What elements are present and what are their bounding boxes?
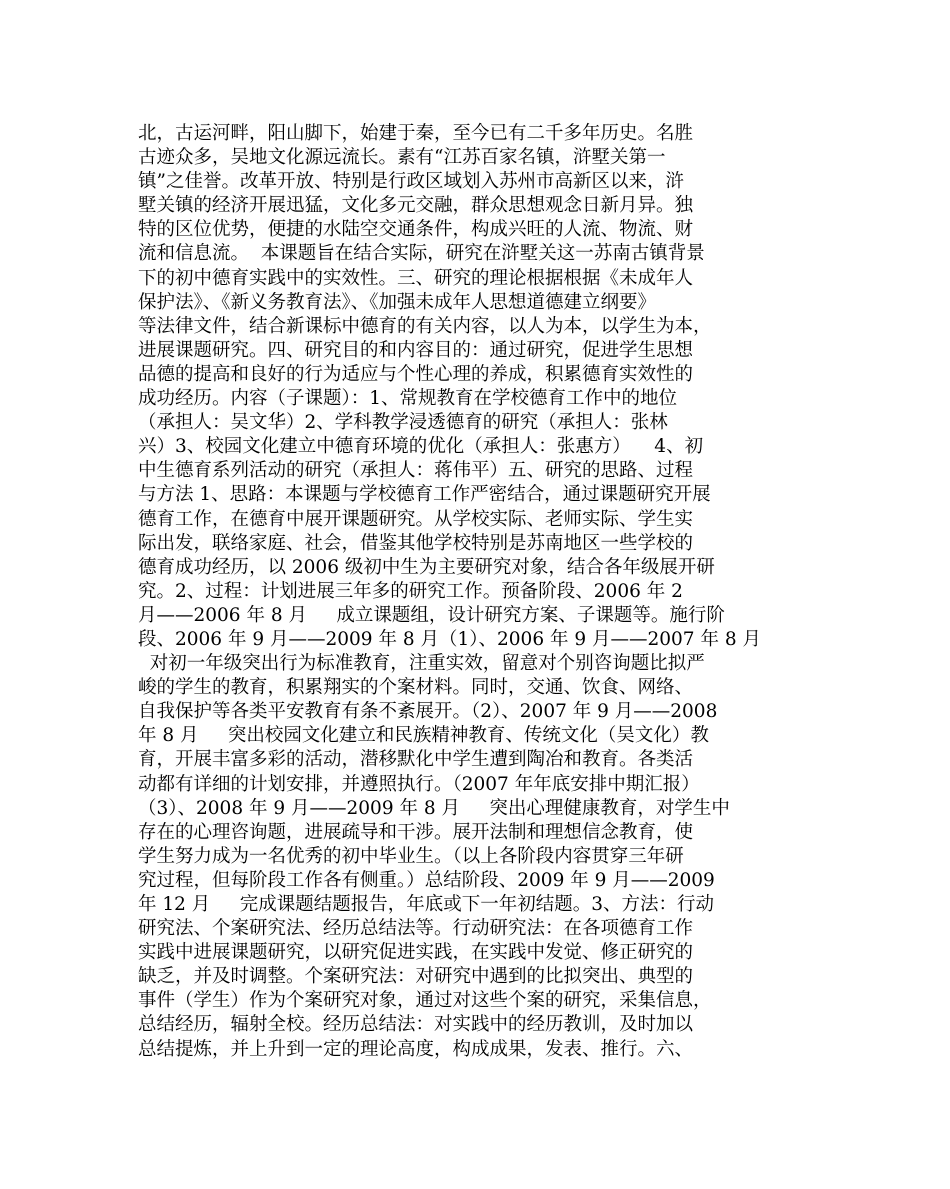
- text-line: 中生德育系列活动的研究（承担人：蒋伟平）五、研究的思路、过程: [138, 460, 694, 482]
- text-line: 与方法 1、思路：本课题与学校德育工作严密结合，通过课题研究开展: [138, 484, 711, 506]
- text-line: 墅关镇的经济开展迅猛，文化多元交融，群众思想观念日新月异。独: [138, 195, 694, 217]
- text-line: 年 12 月 完成课题结题报告，年底或下一年初结题。3、方法：行动: [138, 894, 714, 915]
- text-line: 学生努力成为一名优秀的初中毕业生。（以上各阶段内容贯穿三年研: [138, 845, 684, 867]
- text-line: 究过程，但每阶段工作各有侧重。）总结阶段、2009 年 9 月——2009: [138, 869, 715, 891]
- text-line: 对初一年级突出行为标准教育，注重实效，留意对个别咨询题比拟严: [138, 653, 705, 675]
- text-line: 研究法、个案研究法、经历总结法等。行动研究法：在各项德育工作: [138, 918, 694, 940]
- text-line: 育，开展丰富多彩的活动，潜移默化中学生遭到陶冶和教育。各类活: [138, 749, 694, 771]
- text-line: 兴）3、校园文化建立中德育环境的优化（承担人：张惠方） 4、初: [138, 436, 704, 458]
- text-line: 品德的提高和良好的行为适应与个性心理的养成，积累德育实效性的: [138, 363, 694, 385]
- text-line: 段、2006 年 9 月——2009 年 8 月（1）、2006 年 9 月——2007 年 8 月: [138, 628, 761, 650]
- text-line: 峻的学生的教育，积累翔实的个案材料。同时，交通、饮食、网络、: [138, 677, 694, 699]
- text-line: 北，古运河畔，阳山脚下，始建于秦，至今已有二千多年历史。名胜: [138, 123, 694, 144]
- text-line: 缺乏，并及时调整。个案研究法：对研究中遇到的比拟突出、典型的: [138, 966, 694, 988]
- text-line: 总结提炼，并上升到一定的理论高度，构成成果，发表、推行。六、: [138, 1038, 694, 1060]
- text-line: 下的初中德育实践中的实效性。三、研究的理论根据根据《未成年人: [138, 267, 694, 289]
- text-line: 月——2006 年 8 月 成立课题组，设计研究方案、子课题等。施行阶: [138, 604, 725, 626]
- text-line: 事件（学生）作为个案研究对象，通过对这些个案的研究，采集信息，: [138, 990, 712, 1012]
- text-line: 成功经历。内容（子课题）：1、常规教育在学校德育工作中的地位: [138, 388, 678, 410]
- text-line: 德育工作，在德育中展开课题研究。从学校实际、老师实际、学生实: [138, 508, 694, 530]
- body-text: [138, 122, 818, 1062]
- text-line: 流和信息流。 本课题旨在结合实际，研究在浒墅关这一苏南古镇背景: [138, 243, 705, 265]
- text-line: 特的区位优势，便捷的水陆空交通条件，构成兴旺的人流、物流、财: [138, 219, 694, 241]
- text-line: 保护法》、《新义务教育法》、《加强未成年人思想道德建立纲要》: [138, 291, 657, 313]
- text-line: 究。2、过程：计划进展三年多的研究工作。预备阶段、2006 年 2: [138, 580, 683, 602]
- text-line: 实践中进展课题研究，以研究促进实践，在实践中发觉、修正研究的: [138, 942, 694, 964]
- text-line: （承担人：吴文华）2、学科教学浸透德育的研究（承担人：张林: [138, 412, 668, 434]
- text-line: 德育成功经历，以 2006 级初中生为主要研究对象，结合各年级展开研: [138, 556, 715, 578]
- text-line: 总结经历，辐射全校。经历总结法：对实践中的经历教训，及时加以: [138, 1014, 694, 1036]
- text-line: 存在的心理咨询题，进展疏导和干涉。展开法制和理想信念教育，使: [138, 821, 694, 843]
- text-line: 进展课题研究。四、研究目的和内容目的：通过研究，促进学生思想: [138, 339, 694, 361]
- text-line: 镇”之佳誉。改革开放、特别是行政区域划入苏州市高新区以来，浒: [138, 171, 684, 193]
- text-line: 际出发，联络家庭、社会，借鉴其他学校特别是苏南地区一些学校的: [138, 532, 694, 554]
- text-line: 自我保护等各类平安教育有条不紊展开。（2）、2007 年 9 月——2008: [138, 701, 718, 723]
- text-line: 动都有详细的计划安排，并遵照执行。（2007 年年底安排中期汇报）: [138, 773, 700, 795]
- text-line: （3）、2008 年 9 月——2009 年 8 月 突出心理健康教育，对学生中: [138, 797, 730, 819]
- text-line: 年 8 月 突出校园文化建立和民族精神教育、传统文化（吴文化）教: [138, 725, 709, 747]
- text-line: 等法律文件，结合新课标中德育的有关内容，以人为本，以学生为本，: [138, 315, 712, 337]
- text-line: 古迹众多，吴地文化源远流长。素有“江苏百家名镇，浒墅关第一: [138, 147, 666, 169]
